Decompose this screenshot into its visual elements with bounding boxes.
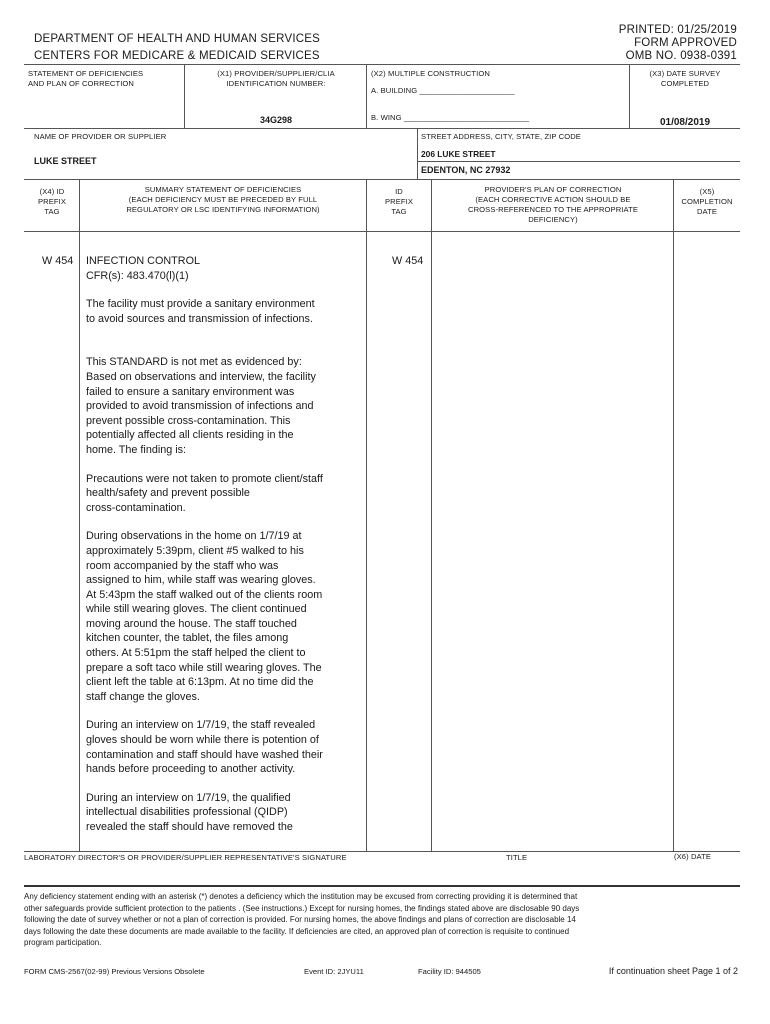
plan-line-2: (EACH CORRECTIVE ACTION SHOULD BE: [475, 195, 631, 204]
text-line: provided to avoid transmission of infections and: [86, 400, 314, 413]
text-line: During an interview on 1/7/19, the staff revealed: [86, 719, 316, 732]
summary-header: [82, 185, 364, 215]
disclaimer-line: days following the date these documents are made available to the facility. If deficiencies are cited, an approved plan of correction is requisite to continued: [24, 926, 570, 936]
box-divider-3: [629, 64, 630, 128]
x3-line-2: COMPLETED: [660, 79, 710, 88]
x3-line-1: (X3) DATE SURVEY: [649, 69, 721, 78]
x2-wing: B. WING _____________________________: [371, 113, 530, 122]
summary-line-1: SUMMARY STATEMENT OF DEFICIENCIES: [144, 185, 302, 194]
text-line: gloves should be worn while there is potention of: [86, 734, 319, 747]
text-line: hands before proceeding to another activity.: [86, 763, 296, 776]
box-top-border: [24, 64, 740, 65]
text-line: Precautions were not taken to promote client/staff: [86, 472, 323, 485]
x2-label: (X2) MULTIPLE CONSTRUCTION: [371, 69, 490, 78]
col-divider-3: [431, 179, 432, 851]
provider-name: LUKE STREET: [34, 156, 97, 166]
text-line: This STANDARD is not met as evidenced by:: [86, 356, 302, 369]
x1-line-2: IDENTIFICATION NUMBER:: [226, 79, 326, 88]
disclaimer-line: Any deficiency statement ending with an asterisk (*) denotes a deficiency which the institution may be excused from correcting providing it is determined that: [24, 892, 578, 901]
text-line: revealed the staff should have removed the: [86, 821, 293, 833]
title-label: TITLE: [506, 853, 528, 862]
col-divider-4: [673, 179, 674, 851]
x5-header: [675, 187, 739, 217]
x5-line-2: COMPLETION: [681, 197, 733, 206]
box-divider-1: [184, 64, 185, 128]
box-divider-4: [417, 128, 418, 179]
box-row-border: [24, 128, 740, 129]
text-line: Based on observations and interview, the facility: [86, 370, 316, 383]
column-header-border: [24, 231, 740, 232]
text-line: while still wearing gloves. The client continued: [86, 603, 307, 616]
paragraph-3: [86, 472, 364, 516]
provider-id-value: 34G298: [259, 115, 293, 125]
text-line: prepare a soft taco while still wearing gloves. The: [86, 661, 322, 674]
signature-top-border: [24, 851, 740, 852]
omb-number: OMB NO. 0938-0391: [625, 50, 737, 62]
date-label: (X6) DATE: [674, 852, 712, 861]
x3-label: [633, 69, 737, 89]
text-line: others. At 5:51pm the staff helped the client to: [86, 647, 306, 660]
deficiency-summary: [86, 254, 364, 835]
text-line: prevent possible cross-contamination. This: [86, 414, 291, 427]
x4-header: [26, 187, 78, 217]
printed-date: PRINTED: 01/25/2019: [618, 24, 737, 36]
address-line-2: EDENTON, NC 27932: [421, 165, 511, 175]
paragraph-4: [86, 529, 364, 704]
disclaimer-line: following the date of survey whether or not a plan of correction is provided. For nursing homes, the above findings and plans of correction are disclosable 14: [24, 915, 576, 924]
centers-title: CENTERS FOR MEDICARE & MEDICAID SERVICES: [34, 50, 320, 62]
text-line: home. The finding is:: [86, 443, 187, 456]
x4-line-2: PREFIX: [37, 197, 67, 206]
text-line: client left the table at 6:13pm. At no time did the: [86, 676, 314, 689]
box-bottom-border: [24, 179, 740, 180]
deficiency-cfr: CFR(s): 483.470(l)(1): [86, 269, 189, 282]
x5-line-1: (X5): [699, 187, 715, 196]
text-line: At 5:43pm the staff walked out of the clients room: [86, 588, 323, 601]
signature-label: LABORATORY DIRECTOR'S OR PROVIDER/SUPPLIER REPRESENTATIVE'S SIGNATURE: [24, 853, 347, 862]
paragraph-1: [86, 297, 364, 326]
statement-line-1: STATEMENT OF DEFICIENCIES: [28, 69, 144, 78]
text-line: During an interview on 1/7/19, the qualified: [86, 791, 291, 804]
plan-line-1: PROVIDER'S PLAN OF CORRECTION: [484, 185, 622, 194]
text-line: contamination and staff should have washed their: [86, 748, 323, 761]
x4-line-3: TAG: [44, 207, 60, 216]
text-line: During observations in the home on 1/7/19 at: [86, 530, 302, 543]
text-line: failed to ensure a sanitary environment was: [86, 385, 295, 398]
plan-line-4: DEFICIENCY): [528, 215, 578, 224]
paragraph-2: [86, 355, 364, 457]
paragraph-6: [86, 791, 364, 835]
statement-label: [28, 69, 143, 89]
text-line: The facility must provide a sanitary environment: [86, 298, 315, 311]
form-approved: FORM APPROVED: [634, 37, 737, 49]
text-line: cross-contamination.: [86, 501, 186, 514]
text-line: approximately 5:39pm, client #5 walked to his: [86, 544, 304, 557]
provider-label: NAME OF PROVIDER OR SUPPLIER: [34, 132, 167, 141]
text-line: potentially affected all clients residing in the: [86, 429, 294, 442]
col-divider-2: [366, 179, 367, 851]
disclaimer-line: program participation.: [24, 938, 102, 947]
form-id: FORM CMS-2567(02-99) Previous Versions Obsolete: [24, 967, 205, 976]
id-header: [368, 187, 430, 217]
text-line: moving around the house. The staff touched: [86, 617, 297, 630]
x1-line-1: (X1) PROVIDER/SUPPLIER/CLIA: [217, 69, 335, 78]
continuation-note: If continuation sheet Page 1 of 2: [608, 966, 738, 976]
col-divider-1: [79, 179, 80, 851]
text-line: assigned to him, while staff was wearing gloves.: [86, 574, 316, 587]
summary-line-3: REGULATORY OR LSC IDENTIFYING INFORMATION): [126, 205, 320, 214]
signature-bottom-border: [24, 885, 740, 887]
x5-line-3: DATE: [696, 207, 718, 216]
statement-line-2: AND PLAN OF CORRECTION: [28, 79, 134, 88]
plan-header: [434, 185, 672, 225]
address-line-1: 206 LUKE STREET: [421, 149, 496, 159]
address-label: STREET ADDRESS, CITY, STATE, ZIP CODE: [421, 132, 581, 141]
disclaimer: [24, 891, 740, 949]
x4-line-1: (X4) ID: [39, 187, 65, 196]
deficiency-title: INFECTION CONTROL: [86, 255, 200, 267]
text-line: health/safety and prevent possible: [86, 487, 250, 500]
paragraph-5: [86, 718, 364, 776]
text-line: kitchen counter, the tablet, the files among: [86, 632, 289, 645]
summary-line-2: (EACH DEFICIENCY MUST BE PRECEDED BY FULL: [128, 195, 318, 204]
text-line: staff change the gloves.: [86, 690, 200, 703]
plan-line-3: CROSS-REFERENCED TO THE APPROPRIATE: [467, 205, 639, 214]
id-line-3: TAG: [391, 207, 407, 216]
x2-building: A. BUILDING ______________________: [371, 86, 515, 95]
facility-id: Facility ID: 944505: [418, 967, 481, 976]
right-prefix-tag: W 454: [392, 255, 424, 267]
id-line-2: PREFIX: [384, 197, 414, 206]
x1-label: [188, 69, 364, 89]
survey-date-value: 01/08/2019: [659, 117, 711, 128]
address-divider: [417, 161, 740, 162]
text-line: intellectual disabilities professional (QIDP): [86, 806, 288, 819]
event-id: Event ID: 2JYU11: [304, 967, 364, 976]
text-line: room accompanied by the staff who was: [86, 559, 279, 572]
id-line-1: ID: [395, 187, 403, 196]
disclaimer-line: other safeguards provide sufficient protection to the patients . (See instructions.) Except for nursing homes, the findings stated above are disclosable 90 days: [24, 903, 580, 913]
left-prefix-tag: W 454: [42, 255, 74, 267]
box-divider-2: [366, 64, 367, 128]
text-line: to avoid sources and transmission of infections.: [86, 312, 313, 325]
department-title: DEPARTMENT OF HEALTH AND HUMAN SERVICES: [34, 33, 320, 45]
